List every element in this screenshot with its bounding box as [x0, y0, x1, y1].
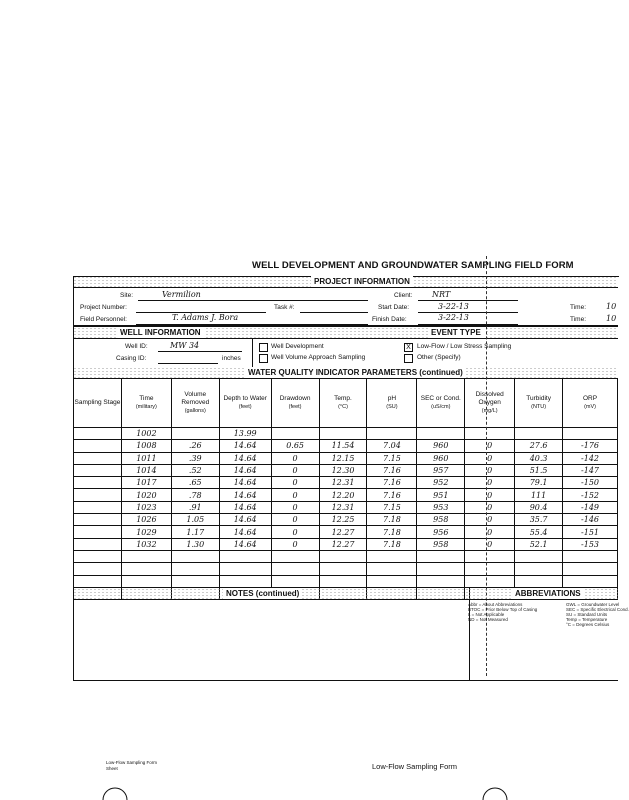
table-cell[interactable]	[74, 538, 122, 550]
abbreviations-right-list	[566, 602, 629, 627]
table-cell[interactable]: .26	[171, 440, 219, 452]
table-cell[interactable]: 90.4	[515, 501, 563, 513]
table-cell[interactable]: .78	[171, 489, 219, 501]
footer-left-line2: Sheet	[106, 766, 118, 771]
well-id-label: Well ID:	[125, 343, 148, 350]
start-date-value: 3-22-13	[438, 302, 469, 311]
low-flow-sampling-label: Low-Flow / Low Stress Sampling	[417, 343, 512, 350]
column-header-label: Time	[139, 395, 154, 402]
table-cell[interactable]	[417, 550, 465, 562]
table-cell[interactable]	[417, 428, 465, 440]
table-cell[interactable]: 0	[465, 452, 515, 464]
table-cell[interactable]: 55.4	[515, 526, 563, 538]
column-header-unit: (mV)	[584, 404, 596, 410]
table-cell[interactable]: 0	[465, 514, 515, 526]
table-cell[interactable]	[74, 514, 122, 526]
abbreviation-item: BTOC = Prior Below Top of Casing	[468, 607, 538, 612]
site-value: Vermilion	[162, 290, 201, 299]
column-header-unit: (military)	[135, 404, 157, 410]
table-row	[74, 514, 618, 526]
column-header	[271, 379, 319, 428]
table-row	[74, 538, 618, 550]
project-info-heading: PROJECT INFORMATION	[311, 276, 413, 287]
well-volume-sampling-checkbox[interactable]	[259, 354, 268, 363]
column-header-unit: (NTU)	[531, 404, 547, 410]
column-header-label: ORP	[582, 395, 598, 402]
table-cell[interactable]: 7.18	[367, 526, 417, 538]
table-cell[interactable]: 956	[417, 526, 465, 538]
column-header	[319, 379, 367, 428]
abbreviation-item: ND = Not Measured	[468, 617, 508, 622]
table-row	[74, 550, 618, 562]
start-time-label: Time:	[570, 304, 587, 311]
table-cell[interactable]	[465, 428, 515, 440]
table-row	[74, 428, 618, 440]
table-cell[interactable]: 12.27	[319, 526, 367, 538]
table-cell[interactable]: 1029	[121, 526, 171, 538]
column-header	[74, 379, 122, 428]
table-row	[74, 526, 618, 538]
table-cell[interactable]	[271, 563, 319, 575]
footer-left-line1: Low-Flow Sampling Form	[106, 760, 158, 765]
table-cell[interactable]: 1.05	[171, 514, 219, 526]
well-development-checkbox[interactable]	[259, 343, 268, 352]
table-cell[interactable]: 0	[465, 440, 515, 452]
table-cell[interactable]: -153	[563, 538, 618, 550]
table-cell[interactable]	[219, 575, 271, 587]
column-header-label: Temp.	[334, 395, 352, 402]
low-flow-sampling-checkbox[interactable]: X	[404, 343, 413, 352]
table-cell[interactable]	[271, 575, 319, 587]
column-header-label: Turbidity	[526, 395, 551, 402]
project-number-field[interactable]	[136, 303, 266, 313]
table-cell[interactable]: 7.18	[367, 514, 417, 526]
table-cell[interactable]	[515, 563, 563, 575]
table-cell[interactable]: 40.3	[515, 452, 563, 464]
table-cell[interactable]: 12.31	[319, 477, 367, 489]
table-cell[interactable]	[74, 526, 122, 538]
table-cell[interactable]: 0	[271, 464, 319, 476]
table-cell[interactable]	[465, 550, 515, 562]
table-cell[interactable]: 1032	[121, 538, 171, 550]
table-cell[interactable]: 14.64	[219, 514, 271, 526]
column-header-unit: (mg/L)	[481, 408, 498, 414]
other-event-label: Other (Specify)	[417, 354, 461, 361]
casing-id-field[interactable]	[158, 354, 218, 364]
table-row	[74, 477, 618, 489]
column-header-label: Depth to Water	[223, 395, 267, 402]
table-cell[interactable]: 52.1	[515, 538, 563, 550]
water-quality-table	[73, 378, 618, 600]
table-cell[interactable]: 1.30	[171, 538, 219, 550]
table-cell[interactable]: .52	[171, 464, 219, 476]
finish-date-value: 3-22-13	[438, 313, 469, 322]
abbreviation-item: Abbr = About Abbreviations	[468, 602, 523, 607]
table-cell[interactable]: 1020	[121, 489, 171, 501]
abbreviation-item: SU = Standard Units	[566, 612, 608, 617]
table-cell[interactable]: -142	[563, 452, 618, 464]
footer-left	[106, 760, 157, 772]
casing-id-label: Casing ID:	[116, 355, 147, 362]
abbreviation-item: GWL = Groundwater Level	[566, 602, 620, 607]
table-cell[interactable]: 1008	[121, 440, 171, 452]
column-header-label: SEC or Cond.	[420, 395, 461, 402]
table-cell[interactable]: 0	[465, 538, 515, 550]
table-cell[interactable]: 1.17	[171, 526, 219, 538]
table-cell[interactable]	[465, 575, 515, 587]
table-cell[interactable]	[171, 428, 219, 440]
table-cell[interactable]: .65	[171, 477, 219, 489]
column-header-unit: (SU)	[386, 404, 398, 410]
column-header-unit: (uS/cm)	[431, 404, 451, 410]
table-cell[interactable]: 111	[515, 489, 563, 501]
table-cell[interactable]	[319, 550, 367, 562]
table-cell[interactable]	[563, 563, 618, 575]
event-type-heading: EVENT TYPE	[428, 327, 484, 338]
table-row	[74, 464, 618, 476]
column-header	[563, 379, 618, 428]
table-cell[interactable]: 0	[465, 489, 515, 501]
table-cell[interactable]: 0	[271, 501, 319, 513]
table-cell[interactable]	[121, 563, 171, 575]
start-time-value: 10	[606, 302, 617, 311]
table-cell[interactable]: 14.64	[219, 538, 271, 550]
table-cell[interactable]	[219, 563, 271, 575]
task-label: Task #:	[274, 304, 295, 311]
table-cell[interactable]	[74, 501, 122, 513]
column-header	[121, 379, 171, 428]
table-cell[interactable]	[515, 575, 563, 587]
task-field[interactable]	[300, 303, 368, 313]
project-info-band	[73, 276, 618, 288]
table-cell[interactable]	[271, 428, 319, 440]
well-development-label: Well Development	[271, 343, 324, 350]
table-cell[interactable]	[319, 428, 367, 440]
table-cell[interactable]: 0.65	[271, 440, 319, 452]
table-cell[interactable]	[563, 550, 618, 562]
notes-area[interactable]	[73, 588, 470, 681]
column-header-unit: (feet)	[288, 404, 302, 410]
column-header	[465, 379, 515, 428]
table-cell[interactable]: 13.99	[219, 428, 271, 440]
table-row	[74, 452, 618, 464]
table-cell[interactable]: 0	[271, 526, 319, 538]
abbreviations-left-list	[468, 602, 537, 622]
table-row	[74, 489, 618, 501]
table-cell[interactable]	[367, 428, 417, 440]
start-date-label: Start Date:	[378, 304, 410, 311]
table-cell[interactable]	[417, 563, 465, 575]
site-label: Site:	[120, 292, 134, 299]
table-cell[interactable]	[74, 440, 122, 452]
table-cell[interactable]: -151	[563, 526, 618, 538]
column-header-label: Drawdown	[279, 395, 311, 402]
well-event-divider	[252, 338, 253, 367]
table-cell[interactable]	[367, 550, 417, 562]
table-row	[74, 575, 618, 587]
abbreviation-item: Temp = Temperature	[566, 617, 608, 622]
table-cell[interactable]: 960	[417, 452, 465, 464]
table-cell[interactable]	[74, 550, 122, 562]
table-cell[interactable]: 953	[417, 501, 465, 513]
footer-center: Low-Flow Sampling Form	[372, 762, 458, 771]
abbreviation-item: L = Not Applicable	[468, 612, 505, 617]
table-cell[interactable]: 1002	[121, 428, 171, 440]
column-header	[219, 379, 271, 428]
table-cell[interactable]: 951	[417, 489, 465, 501]
table-cell[interactable]	[74, 563, 122, 575]
table-cell[interactable]: 1023	[121, 501, 171, 513]
table-cell[interactable]: -149	[563, 501, 618, 513]
table-cell[interactable]: 12.30	[319, 464, 367, 476]
table-cell[interactable]: 12.15	[319, 452, 367, 464]
table-header-row	[74, 379, 618, 428]
table-cell[interactable]	[515, 550, 563, 562]
table-cell[interactable]: 7.16	[367, 489, 417, 501]
table-cell[interactable]: 0	[271, 477, 319, 489]
table-cell[interactable]: 0	[465, 501, 515, 513]
field-personnel-field[interactable]	[136, 315, 368, 325]
table-cell[interactable]: 12.31	[319, 501, 367, 513]
table-cell[interactable]: 1011	[121, 452, 171, 464]
table-row	[74, 563, 618, 575]
table-cell[interactable]: 51.5	[515, 464, 563, 476]
column-header-label: Sampling Stage	[74, 399, 121, 406]
table-cell[interactable]: 1026	[121, 514, 171, 526]
table-cell[interactable]: 12.25	[319, 514, 367, 526]
table-cell[interactable]: 27.6	[515, 440, 563, 452]
table-cell[interactable]: 0	[271, 514, 319, 526]
table-cell[interactable]	[171, 550, 219, 562]
table-cell[interactable]: 14.64	[219, 489, 271, 501]
table-cell[interactable]: 14.64	[219, 440, 271, 452]
table-cell[interactable]	[367, 575, 417, 587]
table-cell[interactable]	[319, 575, 367, 587]
table-cell[interactable]: 11.54	[319, 440, 367, 452]
well-info-heading: WELL INFORMATION	[117, 327, 204, 338]
table-cell[interactable]	[219, 550, 271, 562]
table-cell[interactable]: 0	[465, 464, 515, 476]
project-number-label: Project Number:	[80, 304, 127, 311]
table-cell[interactable]: 12.20	[319, 489, 367, 501]
table-cell[interactable]: 14.64	[219, 501, 271, 513]
finish-time-label: Time:	[570, 316, 587, 323]
table-cell[interactable]	[74, 464, 122, 476]
table-cell[interactable]: .91	[171, 501, 219, 513]
column-header	[367, 379, 417, 428]
client-label: Client:	[394, 292, 413, 299]
column-header	[515, 379, 563, 428]
water-quality-heading: WATER QUALITY INDICATOR PARAMETERS (continued)	[245, 367, 466, 378]
table-row	[74, 501, 618, 513]
column-header-label: pH	[387, 395, 397, 402]
table-cell[interactable]	[74, 428, 122, 440]
finish-date-label: Finish Date:	[372, 316, 407, 323]
table-cell[interactable]	[171, 575, 219, 587]
table-cell[interactable]: 0	[271, 538, 319, 550]
table-cell[interactable]: 12.27	[319, 538, 367, 550]
table-row	[74, 440, 618, 452]
table-cell[interactable]: .39	[171, 452, 219, 464]
table-cell[interactable]: -176	[563, 440, 618, 452]
column-header-label: Dissolved Oxygen	[475, 391, 504, 406]
table-cell[interactable]: 958	[417, 538, 465, 550]
field-personnel-label: Field Personnel:	[80, 316, 127, 323]
table-cell[interactable]	[121, 550, 171, 562]
table-cell[interactable]	[74, 452, 122, 464]
field-personnel-value: T. Adams J. Bora	[172, 313, 239, 322]
well-id-value: MW 34	[170, 341, 200, 350]
table-cell[interactable]: 7.18	[367, 538, 417, 550]
table-cell[interactable]: 0	[271, 452, 319, 464]
table-cell[interactable]: 79.1	[515, 477, 563, 489]
table-cell[interactable]	[74, 489, 122, 501]
table-cell[interactable]: -150	[563, 477, 618, 489]
table-cell[interactable]	[417, 575, 465, 587]
table-cell[interactable]: 0	[271, 489, 319, 501]
table-cell[interactable]: 960	[417, 440, 465, 452]
table-cell[interactable]: 957	[417, 464, 465, 476]
table-cell[interactable]: 952	[417, 477, 465, 489]
table-cell[interactable]: 958	[417, 514, 465, 526]
table-cell[interactable]: 1017	[121, 477, 171, 489]
table-cell[interactable]: -146	[563, 514, 618, 526]
abbreviation-item: SEC = Specific Electrical Cond.	[566, 607, 629, 612]
table-cell[interactable]	[319, 563, 367, 575]
table-cell[interactable]: 14.64	[219, 464, 271, 476]
table-cell[interactable]	[563, 428, 618, 440]
table-cell[interactable]: 7.16	[367, 477, 417, 489]
table-cell[interactable]: 1014	[121, 464, 171, 476]
table-cell[interactable]: 14.64	[219, 526, 271, 538]
table-cell[interactable]: 14.64	[219, 452, 271, 464]
table-cell[interactable]	[563, 575, 618, 587]
well-volume-sampling-label: Well Volume Approach Sampling	[271, 354, 366, 361]
table-cell[interactable]: 0	[465, 477, 515, 489]
table-cell[interactable]	[271, 550, 319, 562]
table-cell[interactable]: 7.15	[367, 452, 417, 464]
table-cell[interactable]	[367, 563, 417, 575]
table-cell[interactable]: 7.15	[367, 501, 417, 513]
table-cell[interactable]: 14.64	[219, 477, 271, 489]
table-cell[interactable]	[171, 563, 219, 575]
finish-time-value: 10	[606, 314, 617, 323]
column-header	[417, 379, 465, 428]
column-header-unit: (feet)	[238, 404, 252, 410]
column-header-unit: (gallons)	[184, 408, 206, 414]
column-header	[171, 379, 219, 428]
form-title: WELL DEVELOPMENT AND GROUNDWATER SAMPLING FIELD FORM	[252, 260, 574, 271]
column-header-unit: (°C)	[338, 404, 348, 410]
client-value: NRT	[432, 290, 451, 299]
table-cell[interactable]	[515, 428, 563, 440]
table-cell[interactable]: 0	[465, 526, 515, 538]
binder-hole-right	[480, 778, 510, 800]
table-cell[interactable]	[465, 563, 515, 575]
table-cell[interactable]: 35.7	[515, 514, 563, 526]
table-cell[interactable]	[74, 477, 122, 489]
binder-hole-left	[100, 778, 130, 800]
other-event-checkbox[interactable]	[404, 354, 413, 363]
notes-heading: NOTES (continued)	[223, 588, 302, 599]
table-cell[interactable]: 7.16	[367, 464, 417, 476]
table-cell[interactable]: 7.04	[367, 440, 417, 452]
table-cell[interactable]: -152	[563, 489, 618, 501]
table-cell[interactable]	[121, 575, 171, 587]
abbreviation-item: °C = Degrees Celsius	[566, 622, 610, 627]
column-header-label: Volume Removed	[181, 391, 210, 406]
table-cell[interactable]	[74, 575, 122, 587]
well-event-band	[73, 327, 618, 339]
table-cell[interactable]: -147	[563, 464, 618, 476]
casing-id-unit: inches	[222, 355, 241, 362]
abbreviations-heading: ABBREVIATIONS	[512, 588, 584, 599]
